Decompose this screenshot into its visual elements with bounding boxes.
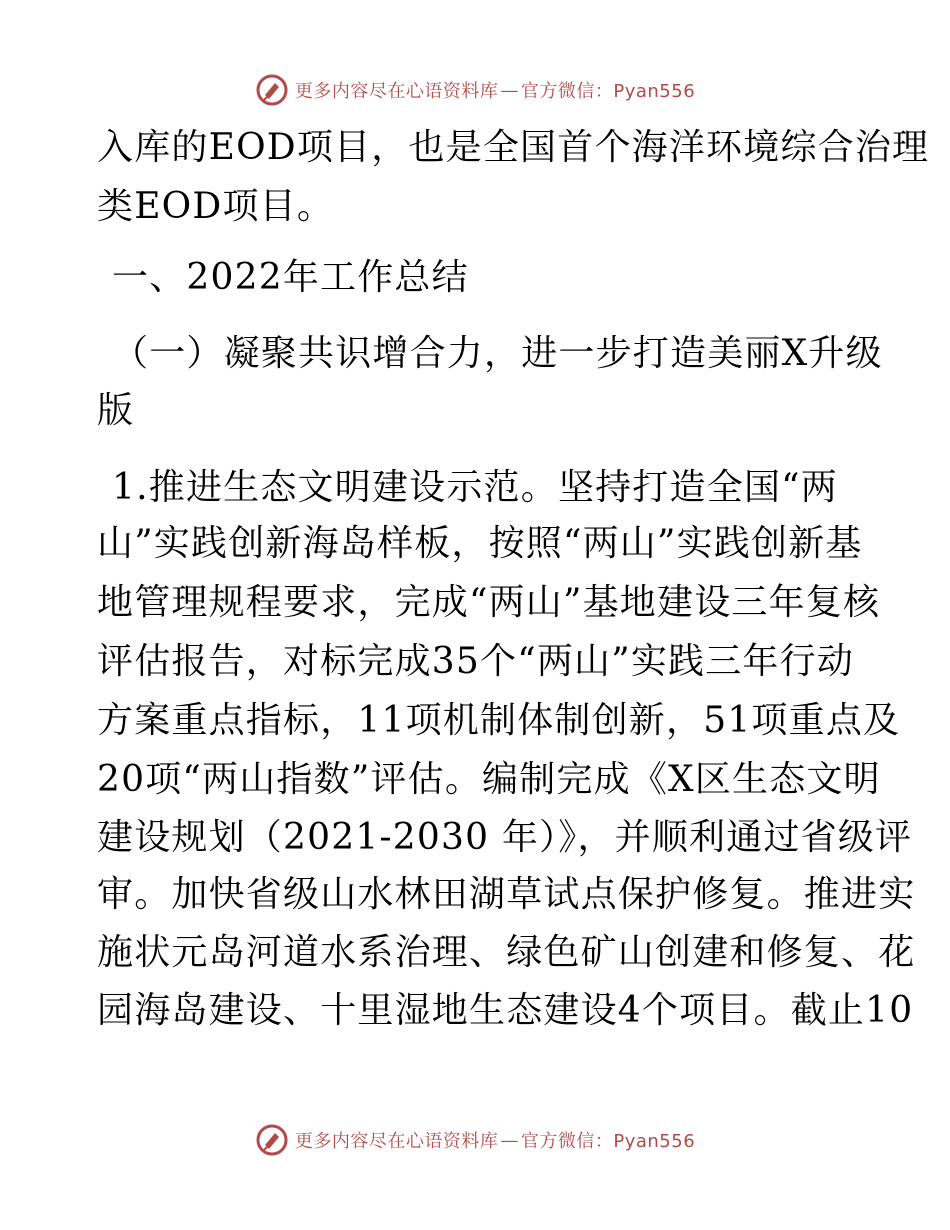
section-heading: 一、2022年工作总结 (112, 257, 469, 298)
subsection-heading-cont: 版 (97, 390, 135, 431)
paragraph-line: 20项“两山指数”评估。编制完成《X区生态文明 (97, 759, 881, 800)
paragraph-line: 入库的EOD项目，也是全国首个海洋环境综合治理 (97, 127, 930, 168)
paragraph-line: 建设规划（2021-2030 年）》，并顺利通过省级评 (97, 817, 913, 858)
logo-icon (255, 73, 289, 107)
watermark-main-text: 更多内容尽在心语资料库 (294, 1131, 499, 1152)
paragraph-line: 评估报告，对标完成35个“两山”实践三年行动 (97, 641, 855, 682)
paragraph-line: 审。加快省级山水林田湖草试点保护修复。推进实 (97, 874, 916, 915)
logo-icon (255, 1123, 289, 1157)
watermark-dash: — (500, 1129, 519, 1151)
paragraph-line: 方案重点指标，11项机制体制创新，51项重点及 (97, 700, 901, 741)
watermark-wechat-text: 官方微信：Pyan556 (520, 1131, 696, 1152)
paragraph-line: 园海岛建设、十里湿地生态建设4个项目。截止10 (97, 990, 914, 1031)
header-watermark (0, 70, 950, 110)
footer-watermark (0, 1120, 950, 1160)
paragraph-line: 1.推进生态文明建设示范。坚持打造全国“两 (112, 467, 838, 508)
watermark-main-text: 更多内容尽在心语资料库 (294, 81, 499, 102)
subsection-heading: （一）凝聚共识增合力，进一步打造美丽X升级 (112, 333, 883, 374)
watermark-wechat-text: 官方微信：Pyan556 (520, 81, 696, 102)
paragraph-line: 地管理规程要求，完成“两山”基地建设三年复核 (97, 582, 881, 623)
watermark-dash: — (500, 79, 519, 101)
paragraph-line: 施状元岛河道水系治理、绿色矿山创建和修复、花 (97, 932, 916, 973)
paragraph-line: 类EOD项目。 (97, 186, 335, 227)
paragraph-line: 山”实践创新海岛样板，按照“两山”实践创新基 (97, 523, 863, 564)
